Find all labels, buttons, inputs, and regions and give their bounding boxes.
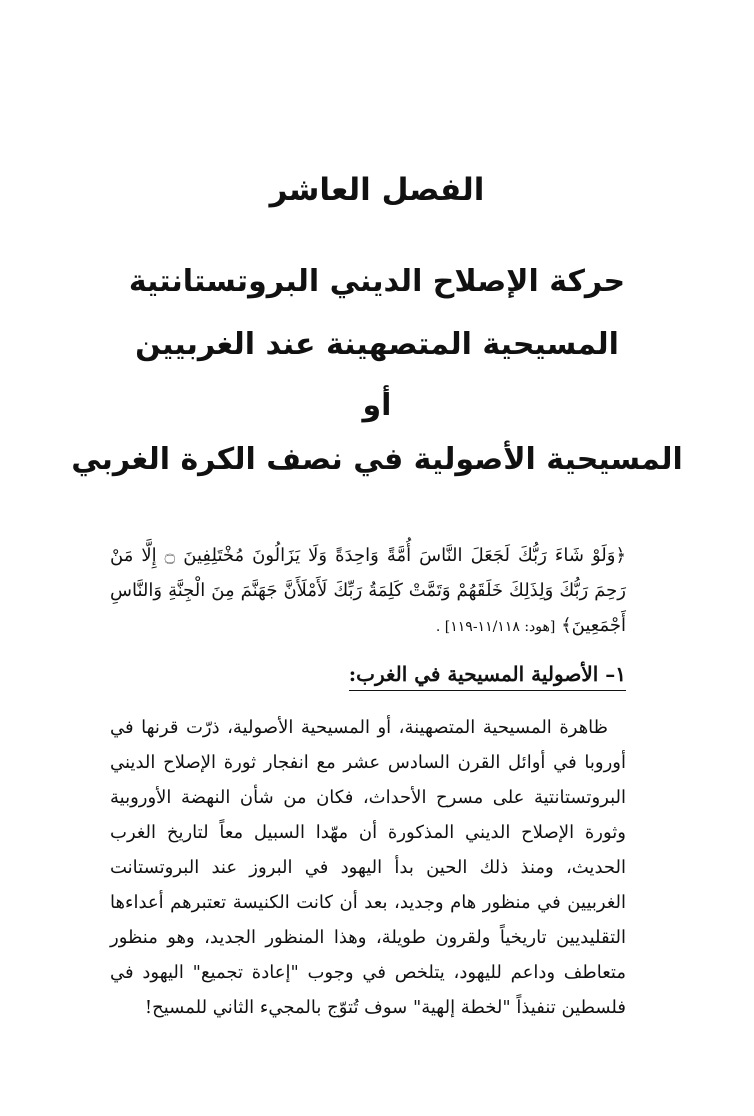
body-paragraph: ظاهرة المسيحية المتصهينة، أو المسيحية الأصولية، ذرّت قرنها في أوروبا في أوائل القرن السادس عشر مع انفجار ثورة الإصلاح الديني البروتستانتية على مسرح الأحداث، فكان من شأن النهضة الأوروبية وثورة الإصلاح الديني المذكورة أن مهّدا السبيل معاً لتاريخ الغرب الحديث، ومنذ ذلك الحين بدأ اليهود في البروز عند البروتستانت الغربيين في منظور هام وجديد، بعد أن كانت الكنيسة تعتبرهم أعداءها التقليديين تاريخياً ولقرون طويلة، وهذا المنظور الجديد، وهو منظور متعاطف وداعم لليهود، يتلخص في وجوب "إعادة تجميع" اليهود في فلسطين تنفيذاً "لخطة إلهية" سوف تُتوّج بالمجيء الثاني للمسيح!	[110, 717, 626, 1018]
chapter-title: الفصل العاشر	[269, 172, 485, 208]
chapter-heading-line-1: حركة الإصلاح الديني البروتستانتية	[128, 264, 626, 299]
verse-text: ﴿وَلَوْ شَاءَ رَبُّكَ لَجَعَلَ النَّاسَ أُمَّةً وَاحِدَةً وَلَا يَزَالُونَ مُخْتَلِفِينَ ۝ إِلَّا مَنْ رَحِمَ رَبُّكَ وَلِذَلِكَ خَلَقَهُمْ وَتَمَّتْ كَلِمَةُ رَبِّكَ لَأَمْلَأَنَّ جَهَنَّمَ مِنَ الْجِنَّةِ وَالنَّاسِ أَجْمَعِينَ﴾	[110, 545, 626, 636]
verse-reference: [هود: ١١/١١٨-١١٩] .	[435, 619, 556, 635]
section-heading: ١– الأصولية المسيحية في الغرب:	[349, 662, 626, 691]
chapter-heading-line-4: المسيحية الأصولية في نصف الكرة الغربي	[71, 442, 683, 477]
quran-verse	[110, 538, 626, 645]
chapter-heading-line-2: المسيحية المتصهينة عند الغربيين	[135, 327, 619, 362]
chapter-heading-line-3: أو	[362, 388, 392, 423]
